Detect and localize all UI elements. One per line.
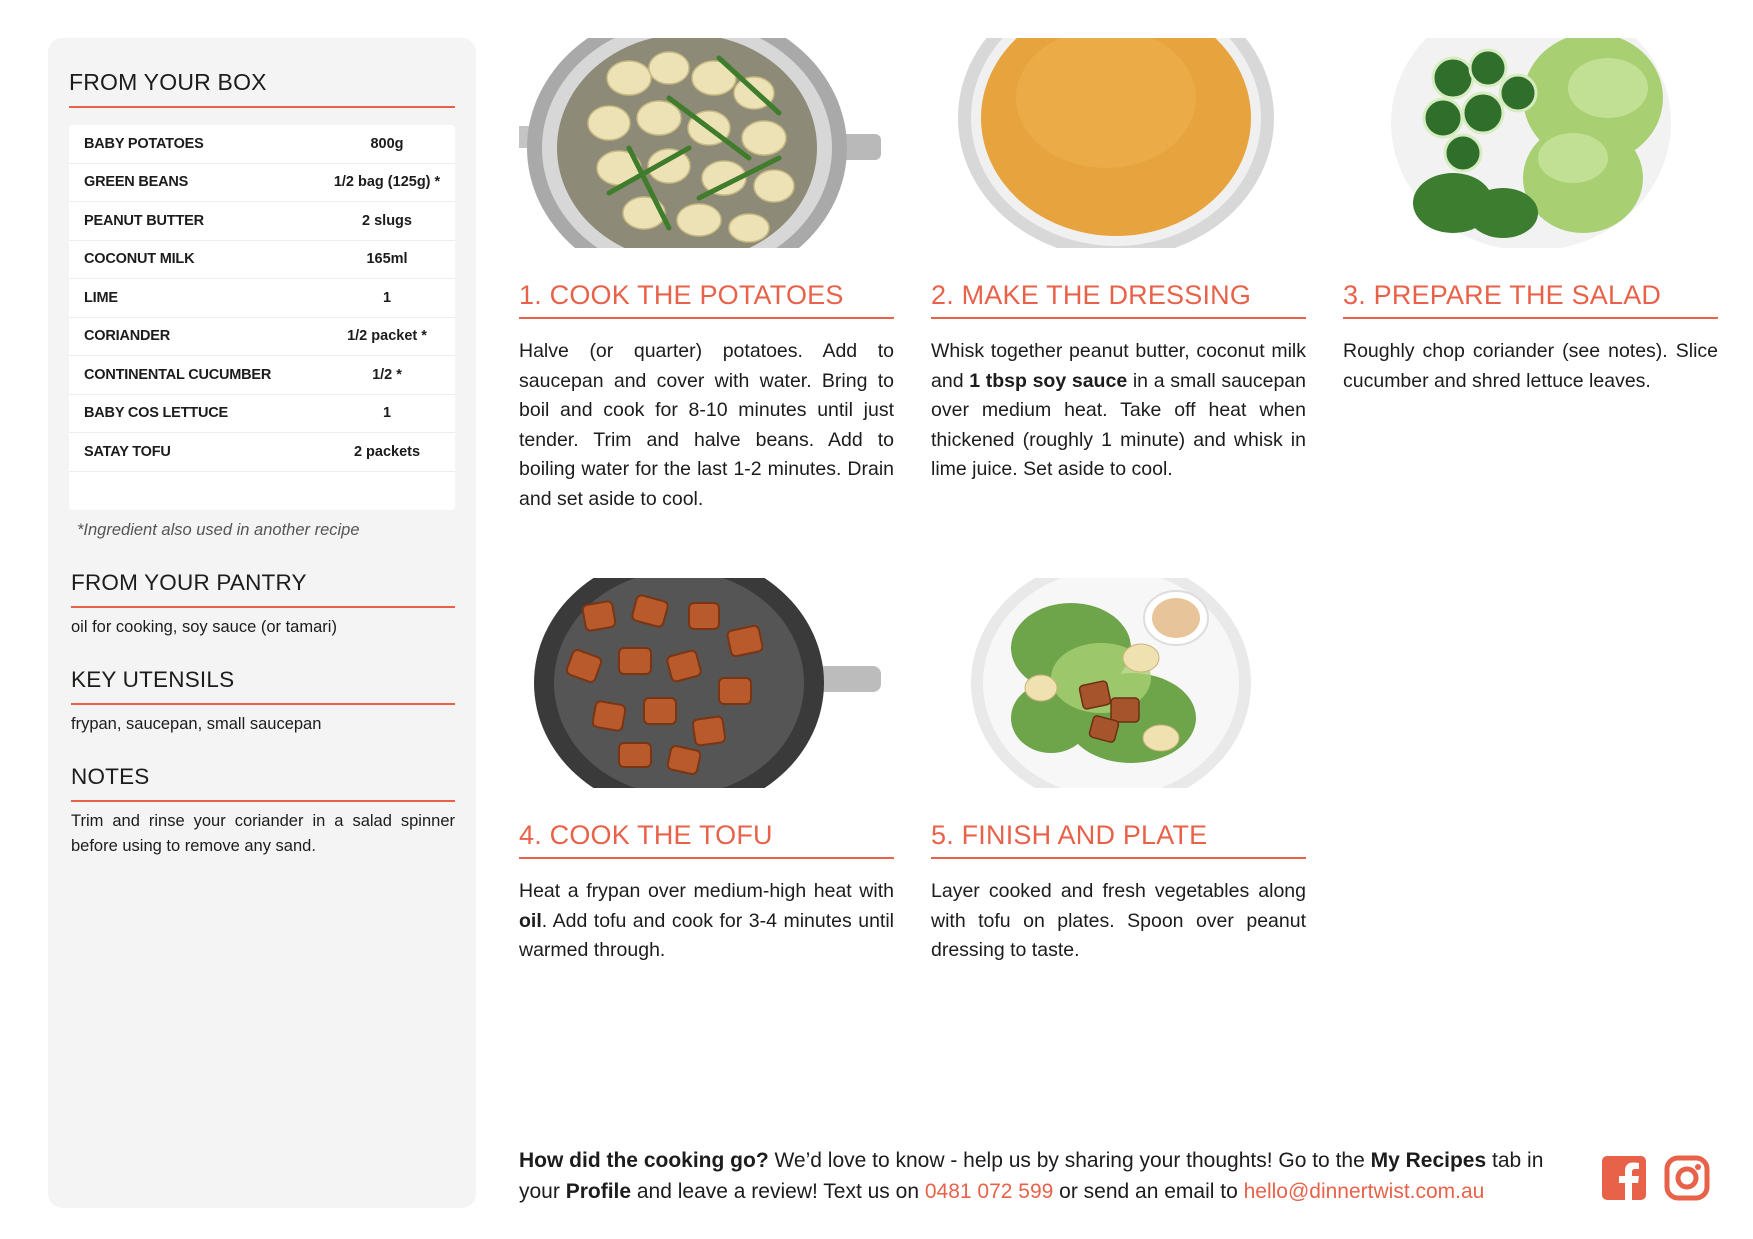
ingredient-row — [69, 279, 455, 318]
utensils-text: frypan, saucepan, small saucepan — [71, 715, 322, 733]
step-1-title: 1. COOK THE POTATOES — [519, 280, 894, 319]
pantry-text: oil for cooking, soy sauce (or tamari) — [71, 618, 337, 636]
ingredient-row — [69, 395, 455, 434]
ingredient-footnote: *Ingredient also used in another recipe — [77, 521, 360, 539]
ingredient-quantity: 1/2 bag (125g) * — [333, 174, 441, 191]
notes-text: Trim and rinse your coriander in a salad spinner before using to remove any sand. — [71, 812, 455, 855]
step-4-body: Heat a frypan over medium-high heat with oil. Add tofu and cook for 3-4 minutes until warmed through. — [519, 880, 894, 961]
pot-of-potatoes-and-beans-photo — [519, 38, 881, 248]
ingredients-table — [69, 125, 455, 510]
ingredient-row — [69, 356, 455, 395]
feedback-footer: How did the cooking go? We’d love to know - help us by sharing your thoughts! Go to the My Recipes tab in your Profile and leave a review! Text us on 0481 072 599 or send an email to hello@dinnertwist.com.au — [519, 1149, 1544, 1203]
step-2-body: Whisk together peanut butter, coconut milk and 1 tbsp soy sauce in a small saucepan over medium heat. Take off heat when thickened (roughly 1 minute) and whisk in lime juice. Set aside to cool. — [931, 340, 1306, 480]
step-4-title: 4. COOK THE TOFU — [519, 820, 894, 859]
ingredient-quantity: 1/2 packet * — [347, 328, 427, 345]
ingredient-row — [69, 125, 455, 164]
ingredient-row — [69, 433, 455, 472]
ingredient-row — [69, 241, 455, 280]
ingredient-quantity: 1 — [382, 405, 392, 422]
ingredient-name: GREEN BEANS — [84, 174, 189, 191]
from-your-box-heading: FROM YOUR BOX — [69, 69, 455, 108]
ingredient-quantity: 2 packets — [353, 443, 421, 460]
step-1-body: Halve (or quarter) potatoes. Add to saucepan and cover with water. Bring to boil and cook for 8-10 minutes until just tender. Trim and halve beans. Add to boiling water for the last 1-2 minutes. Drain and set aside to cool. — [519, 340, 894, 510]
step-5-title: 5. FINISH AND PLATE — [931, 820, 1306, 859]
step-3-body: Roughly chop coriander (see notes). Slice cucumber and shred lettuce leaves. — [1343, 340, 1718, 392]
step-1-photo — [519, 38, 881, 248]
ingredient-name: CORIANDER — [84, 328, 171, 345]
step-4-photo — [519, 578, 881, 788]
ingredient-name: COCONUT MILK — [84, 251, 195, 268]
step-5-body: Layer cooked and fresh vegetables along with tofu on plates. Spoon over peanut dressing to taste. — [931, 880, 1306, 961]
ingredient-quantity: 2 slugs — [362, 212, 412, 229]
step-3-title: 3. PREPARE THE SALAD — [1343, 280, 1718, 319]
notes-heading: NOTES — [71, 764, 455, 802]
step-3-photo — [1343, 38, 1705, 248]
ingredient-name: CONTINENTAL CUCUMBER — [84, 366, 272, 383]
email-link[interactable]: hello@dinnertwist.com.au — [1243, 1180, 1485, 1203]
phone-link[interactable]: 0481 072 599 — [924, 1180, 1054, 1203]
ingredient-quantity: 165ml — [366, 251, 408, 268]
ingredient-row — [69, 164, 455, 203]
plated-salad-with-tofu-photo — [931, 578, 1293, 788]
frypan-of-tofu-photo — [519, 578, 881, 788]
feedback-question: How did the cooking go? — [519, 1149, 769, 1172]
step-2-photo — [931, 38, 1293, 248]
ingredient-name: SATAY TOFU — [84, 443, 171, 460]
step-2-title: 2. MAKE THE DRESSING — [931, 280, 1306, 319]
instagram-icon[interactable] — [1664, 1155, 1710, 1201]
saucepan-of-peanut-dressing-photo — [931, 38, 1293, 248]
ingredient-name: BABY COS LETTUCE — [84, 405, 228, 422]
ingredient-quantity: 1/2 * — [372, 366, 402, 383]
ingredient-name: BABY POTATOES — [84, 135, 204, 152]
ingredient-row — [69, 202, 455, 241]
chopped-salad-vegetables-photo — [1343, 38, 1705, 248]
from-your-pantry-heading: FROM YOUR PANTRY — [71, 570, 455, 608]
my-recipes-label: My Recipes — [1370, 1149, 1487, 1172]
step-5-photo — [931, 578, 1293, 788]
profile-label: Profile — [565, 1180, 632, 1203]
ingredient-quantity: 1 — [382, 289, 392, 306]
ingredients-sidebar — [48, 38, 476, 1208]
key-utensils-heading: KEY UTENSILS — [71, 667, 455, 705]
facebook-icon[interactable] — [1601, 1155, 1647, 1201]
ingredient-name: LIME — [84, 289, 118, 306]
ingredient-row — [69, 318, 455, 357]
ingredient-quantity: 800g — [370, 135, 404, 152]
ingredient-name: PEANUT BUTTER — [84, 212, 204, 229]
